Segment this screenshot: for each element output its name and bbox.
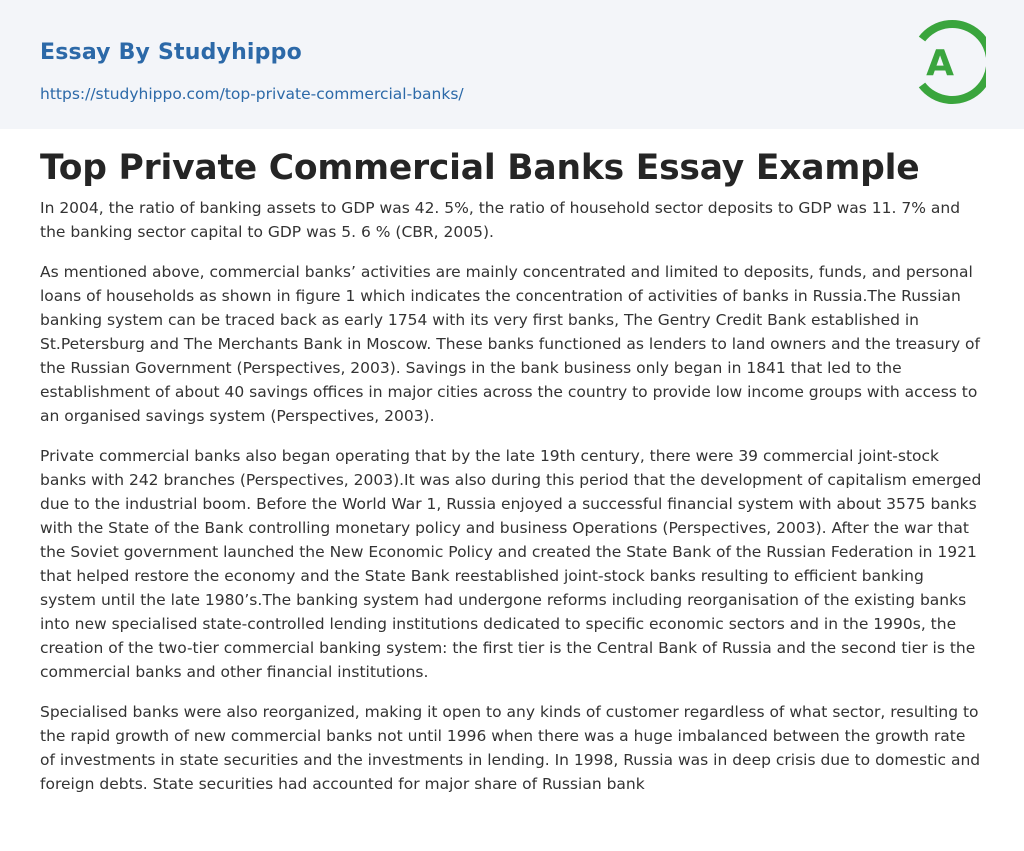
article-body: [0, 129, 1024, 796]
paragraph: Specialised banks were also reorganized, making it open to any kinds of customer regardless of what sector, resulting to the rapid growth of new commercial banks not until 1996 when there was a huge imbalanced between the growth rate of investments in state securities and the investments in lending. In 1998, Russia was in deep crisis due to domestic and foreign debts. State securities had accounted for major share of Russian bank: [40, 703, 981, 793]
logo-letter: A: [926, 43, 954, 84]
paragraph: Private commercial banks also began operating that by the late 19th century, there were 39 commercial joint-stock banks with 242 branches (Perspectives, 2003).It was also during this period that the development of capitalism emerged due to the industrial boom. Before the World War 1, Russia enjoyed a successful financial system with about 3575 banks with the State of the Bank controlling monetary policy and business Operations (Perspectives, 2003). After the war that the Soviet government launched the New Economic Policy and created the State Bank of the Russian Federation in 1921 that helped restore the economy and the State Bank reestablished joint-stock banks resulting to efficient banking system until the late 1980’s.The banking system had undergone reforms including reorganisation of the existing banks into new specialised state-controlled lending institutions dedicated to specific economic sectors and in the 1990s, the creation of the two-tier commercial banking system: the first tier is the Central Bank of Russia and the second tier is the commercial banks and other financial institutions.: [40, 447, 982, 681]
essay-url-link[interactable]: https://studyhippo.com/top-private-commercial-banks/: [40, 85, 464, 103]
site-brand[interactable]: Essay By Studyhippo: [40, 40, 302, 65]
studyhippo-logo-icon[interactable]: [912, 19, 986, 105]
paragraph: In 2004, the ratio of banking assets to GDP was 42. 5%, the ratio of household sector deposits to GDP was 11. 7% and the banking sector capital to GDP was 5. 6 % (CBR, 2005).: [40, 199, 961, 241]
page-header: [0, 0, 1024, 129]
paragraph: As mentioned above, commercial banks’ activities are mainly concentrated and limited to deposits, funds, and personal loans of households as shown in figure 1 which indicates the concentration of activities of banks in Russia.The Russian banking system can be traced back as early 1754 with its very first banks, The Gentry Credit Bank established in St.Petersburg and The Merchants Bank in Moscow. These banks functioned as lenders to land owners and the treasury of the Russian Government (Perspectives, 2003). Savings in the bank business only began in 1841 that led to the establishment of about 40 savings offices in major cities across the country to provide low income groups with access to an organised savings system (Perspectives, 2003).: [40, 263, 980, 425]
essay-title: Top Private Commercial Banks Essay Example: [40, 148, 920, 188]
